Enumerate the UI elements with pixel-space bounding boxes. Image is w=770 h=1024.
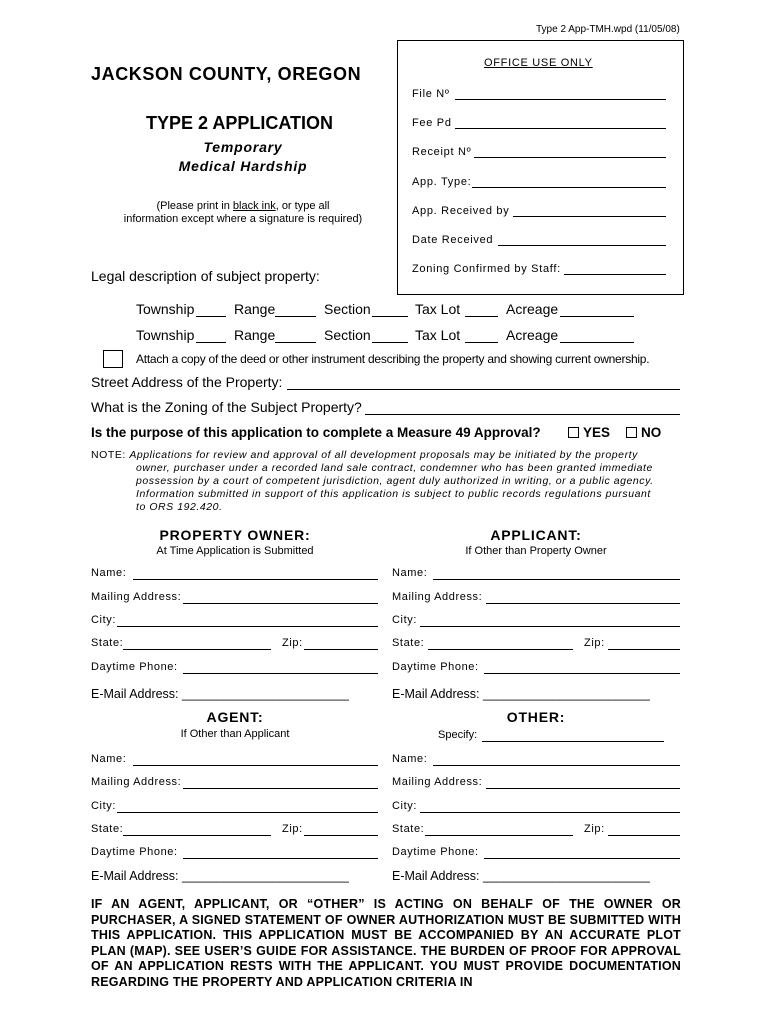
- applicant-city-field[interactable]: [420, 626, 680, 627]
- no-checkbox[interactable]: [626, 427, 637, 438]
- township-field-2[interactable]: [196, 342, 226, 343]
- no-label: NO: [641, 425, 662, 440]
- email-label-text: E-Mail Address:: [392, 869, 480, 883]
- attach-deed-instruction: Attach a copy of the deed or other instrument describing the property and showing current ownership.: [136, 352, 650, 366]
- other-name-label: Name:: [392, 753, 428, 765]
- office-received-by-label: App. Received by: [412, 205, 510, 217]
- office-receipt-label: Receipt Nº: [412, 146, 472, 158]
- other-specify-label: Specify:: [438, 729, 478, 741]
- other-zip-field[interactable]: [608, 835, 680, 836]
- other-city-field[interactable]: [420, 812, 680, 813]
- yes-label: YES: [583, 425, 611, 440]
- other-title: OTHER:: [506, 709, 566, 725]
- yes-checkbox[interactable]: [568, 427, 579, 438]
- owner-city-field[interactable]: [117, 626, 378, 627]
- acreage-field-2[interactable]: [560, 342, 634, 343]
- owner-mailing-field[interactable]: [183, 603, 378, 604]
- instructions-black-ink: black ink: [232, 200, 276, 212]
- legal-description-label: Legal description of subject property:: [91, 268, 320, 284]
- other-email-label[interactable]: [392, 869, 650, 883]
- email-blank: ________________________: [483, 869, 650, 883]
- applicant-zip-field[interactable]: [608, 649, 680, 650]
- agent-email-label[interactable]: [91, 869, 349, 883]
- agent-name-field[interactable]: [133, 765, 378, 766]
- subtitle-temporary: Temporary: [203, 139, 283, 155]
- owner-phone-label: Daytime Phone:: [91, 661, 178, 673]
- applicant-state-field[interactable]: [428, 649, 573, 650]
- instructions-line-2: information except where a signature is required): [123, 213, 363, 225]
- owner-city-label: City:: [91, 614, 116, 626]
- other-mailing-field[interactable]: [486, 788, 680, 789]
- note-block: [91, 449, 686, 514]
- county-title: JACKSON COUNTY, OREGON: [91, 64, 362, 84]
- measure-49-no-option[interactable]: [626, 425, 661, 440]
- instructions-text: (Please print in: [156, 200, 233, 212]
- agent-name-label: Name:: [91, 753, 127, 765]
- tax-lot-field-2[interactable]: [465, 342, 498, 343]
- note-line-2: owner, purchaser under a recorded land sale contract, condemner who has been granted immediate: [136, 462, 653, 474]
- other-state-field[interactable]: [425, 835, 573, 836]
- agent-phone-label: Daytime Phone:: [91, 846, 178, 858]
- office-zoning-field[interactable]: [564, 274, 666, 275]
- acreage-label: Acreage: [506, 327, 559, 343]
- agent-city-label: City:: [91, 800, 116, 812]
- zoning-question-label: What is the Zoning of the Subject Property?: [91, 399, 362, 415]
- office-received-by-field[interactable]: [513, 216, 666, 217]
- owner-name-label: Name:: [91, 567, 127, 579]
- agent-mailing-field[interactable]: [183, 788, 378, 789]
- street-address-field[interactable]: [287, 389, 680, 390]
- zoning-field[interactable]: [365, 414, 680, 415]
- other-city-label: City:: [392, 800, 417, 812]
- other-phone-field[interactable]: [484, 858, 680, 859]
- owner-mailing-label: Mailing Address:: [91, 591, 182, 603]
- owner-state-label: State:: [91, 637, 124, 649]
- subtitle-medical-hardship: Medical Hardship: [178, 158, 308, 174]
- application-type-title: TYPE 2 APPLICATION: [146, 113, 334, 133]
- authorization-statement: IF AN AGENT, APPLICANT, OR “OTHER” IS ACTING ON BEHALF OF THE OWNER OR PURCHASER, A SIGNED STATEMENT OF OWNER AUTHORIZATION MUST BE SUBMITTED WITH THIS APPLICATION. THIS APPLICATION MUST BE ACCOMPANIED BY AN ACCURATE PLOT PLAN (MAP). SEE USER’S GUIDE FOR ASSISTANCE. THE BURDEN OF PROOF FOR APPROVAL OF AN APPLICATION RESTS WITH THE APPLICANT. YOU MUST PROVIDE DOCUMENTATION REGARDING THE PROPERTY AND APPLICATION CRITERIA IN: [91, 897, 681, 989]
- tax-lot-field-1[interactable]: [465, 316, 498, 317]
- tax-lot-label: Tax Lot: [415, 327, 461, 343]
- owner-name-field[interactable]: [133, 579, 378, 580]
- township-label: Township: [136, 327, 195, 343]
- email-label-text: E-Mail Address:: [392, 687, 480, 701]
- note-line-5: to ORS 192.420.: [136, 501, 223, 513]
- office-zoning-label: Zoning Confirmed by Staff:: [412, 263, 561, 275]
- agent-mailing-label: Mailing Address:: [91, 776, 182, 788]
- attach-deed-checkbox[interactable]: [103, 350, 123, 368]
- agent-phone-field[interactable]: [183, 858, 378, 859]
- street-address-label: Street Address of the Property:: [91, 374, 283, 390]
- email-label-text: E-Mail Address:: [91, 687, 179, 701]
- note-line-4: Information submitted in support of this application is subject to public records regulations pursuant: [136, 488, 651, 500]
- owner-email-label[interactable]: [91, 687, 349, 701]
- document-reference: Type 2 App-TMH.wpd (11/05/08): [536, 24, 680, 35]
- applicant-name-field[interactable]: [433, 579, 680, 580]
- owner-zip-field[interactable]: [304, 649, 378, 650]
- measure-49-yes-option[interactable]: [568, 425, 610, 440]
- property-owner-title: PROPERTY OWNER:: [159, 527, 311, 543]
- other-mailing-label: Mailing Address:: [392, 776, 483, 788]
- range-field-1[interactable]: [275, 316, 316, 317]
- applicant-name-label: Name:: [392, 567, 428, 579]
- measure-49-question: Is the purpose of this application to complete a Measure 49 Approval?: [91, 425, 541, 440]
- office-date-received-label: Date Received: [412, 234, 494, 246]
- applicant-subtitle: If Other than Property Owner: [465, 545, 607, 557]
- note-line-3: possession by a court of competent jurisdiction, agent duly authorized in writing, or a public agency.: [136, 475, 654, 487]
- other-specify-field[interactable]: [482, 741, 664, 742]
- other-phone-label: Daytime Phone:: [392, 846, 479, 858]
- office-app-type-label: App. Type:: [412, 176, 472, 188]
- applicant-phone-field[interactable]: [484, 673, 680, 674]
- section-field-2[interactable]: [372, 342, 408, 343]
- office-date-received-field[interactable]: [498, 245, 666, 246]
- office-use-box: [397, 40, 684, 295]
- email-blank: ________________________: [182, 687, 349, 701]
- applicant-mailing-label: Mailing Address:: [392, 591, 483, 603]
- note-line-1: [91, 449, 686, 462]
- email-blank: ________________________: [483, 687, 650, 701]
- email-blank: ________________________: [182, 869, 349, 883]
- applicant-zip-label: Zip:: [584, 637, 605, 649]
- agent-state-field[interactable]: [123, 835, 271, 836]
- range-label: Range: [234, 301, 276, 317]
- agent-zip-field[interactable]: [304, 835, 378, 836]
- owner-state-field[interactable]: [123, 649, 271, 650]
- office-use-title: OFFICE USE ONLY: [484, 57, 593, 69]
- instructions-text-2: , or type all: [275, 200, 330, 212]
- office-receipt-field[interactable]: [474, 157, 666, 158]
- applicant-state-label: State:: [392, 637, 425, 649]
- agent-city-field[interactable]: [117, 812, 378, 813]
- office-fee-label: Fee Pd: [412, 117, 452, 129]
- section-field-1[interactable]: [372, 316, 408, 317]
- other-state-label: State:: [392, 823, 425, 835]
- section-label: Section: [324, 327, 371, 343]
- office-file-label: File Nº: [412, 88, 450, 100]
- tax-lot-label: Tax Lot: [415, 301, 461, 317]
- section-label: Section: [324, 301, 371, 317]
- township-label: Township: [136, 301, 195, 317]
- range-field-2[interactable]: [275, 342, 316, 343]
- other-name-field[interactable]: [433, 765, 680, 766]
- acreage-field-1[interactable]: [560, 316, 634, 317]
- township-field-1[interactable]: [196, 316, 226, 317]
- office-app-type-field[interactable]: [472, 187, 666, 188]
- office-file-field[interactable]: [455, 99, 666, 100]
- agent-state-label: State:: [91, 823, 124, 835]
- office-fee-field[interactable]: [455, 128, 666, 129]
- note-text: Applications for review and approval of all development proposals may be initiated by the property: [129, 449, 638, 461]
- property-owner-subtitle: At Time Application is Submitted: [156, 545, 314, 557]
- agent-title: AGENT:: [206, 709, 264, 725]
- email-label-text: E-Mail Address:: [91, 869, 179, 883]
- applicant-mailing-field[interactable]: [486, 603, 680, 604]
- applicant-title: APPLICANT:: [490, 527, 582, 543]
- acreage-label: Acreage: [506, 301, 559, 317]
- other-zip-label: Zip:: [584, 823, 605, 835]
- range-label: Range: [234, 327, 276, 343]
- applicant-city-label: City:: [392, 614, 417, 626]
- applicant-email-label[interactable]: [392, 687, 650, 701]
- owner-zip-label: Zip:: [282, 637, 303, 649]
- agent-zip-label: Zip:: [282, 823, 303, 835]
- applicant-phone-label: Daytime Phone:: [392, 661, 479, 673]
- agent-subtitle: If Other than Applicant: [180, 728, 290, 740]
- owner-phone-field[interactable]: [183, 673, 378, 674]
- note-label: NOTE:: [91, 449, 126, 461]
